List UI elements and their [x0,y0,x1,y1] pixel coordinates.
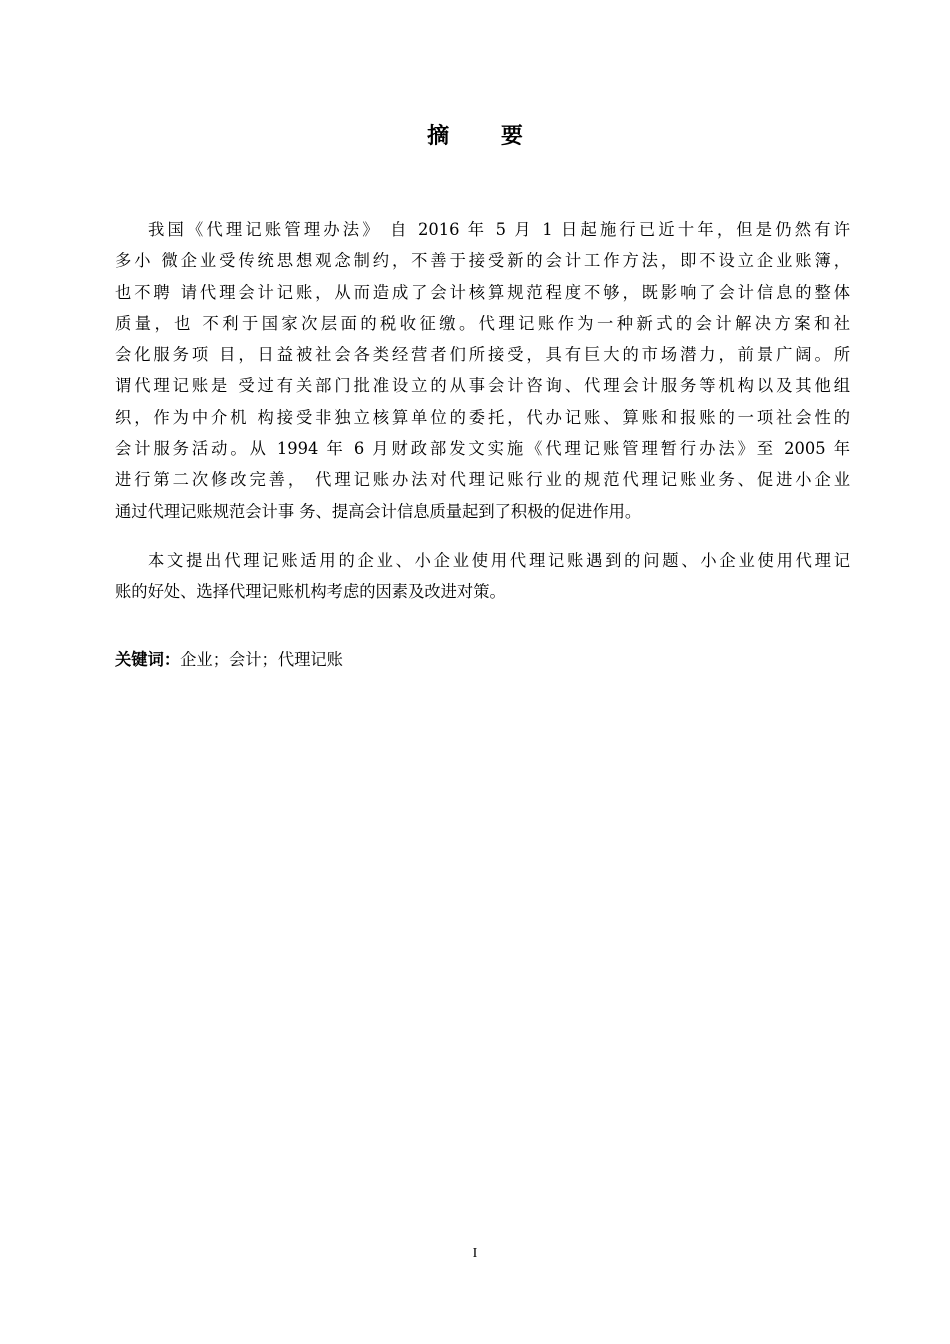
text-line: 我国《代理记账管理办法》 自 2016 年 5 月 1 日起施行已近十年，但是仍然有许 [148,220,850,239]
text-line: 账的好处、选择代理记账机构考虑的因素及改进对策。 [115,582,506,602]
text-line: 会计服务活动。从 1994 年 6 月财政部发文实施《代理记账管理暂行办法》至 2005 年 [115,439,850,459]
text-line: 本文提出代理记账适用的企业、小企业使用代理记账遇到的问题、小企业使用代理记 [148,551,850,570]
abstract-paragraph-2 [115,545,850,608]
text-line: 谓代理记账是 受过有关部门批准设立的从事会计咨询、代理会计服务等机构以及其他组 [115,376,850,396]
text-line: 也不聘 请代理会计记账，从而造成了会计核算规范程度不够，既影响了会计信息的整体 [115,282,850,302]
keywords-line [115,648,343,672]
text-line: 通过代理记账规范会计事 务、提高会计信息质量起到了积极的促进作用。 [115,501,642,521]
text-line: 进行第二次修改完善， 代理记账办法对代理记账行业的规范代理记账业务、促进小企业 [115,470,850,490]
abstract-paragraph-1 [115,214,850,527]
text-line: 质量，也 不利于国家次层面的税收征缴。代理记账作为一种新式的会计解决方案和社 [115,313,850,333]
abstract-title: 摘 要 [427,124,545,149]
keywords-label: 关键词： [115,650,181,669]
keywords-value: 企业；会计；代理记账 [180,650,343,669]
text-line: 多小 微企业受传统思想观念制约，不善于接受新的会计工作方法，即不设立企业账簿， [115,251,850,271]
text-line: 织，作为中介机 构接受非独立核算单位的委托，代办记账、算账和报账的一项社会性的 [115,407,850,427]
page-number: I [472,1246,478,1261]
text-line: 会化服务项 目，日益被社会各类经营者们所接受，具有巨大的市场潜力，前景广阔。所 [115,345,850,365]
